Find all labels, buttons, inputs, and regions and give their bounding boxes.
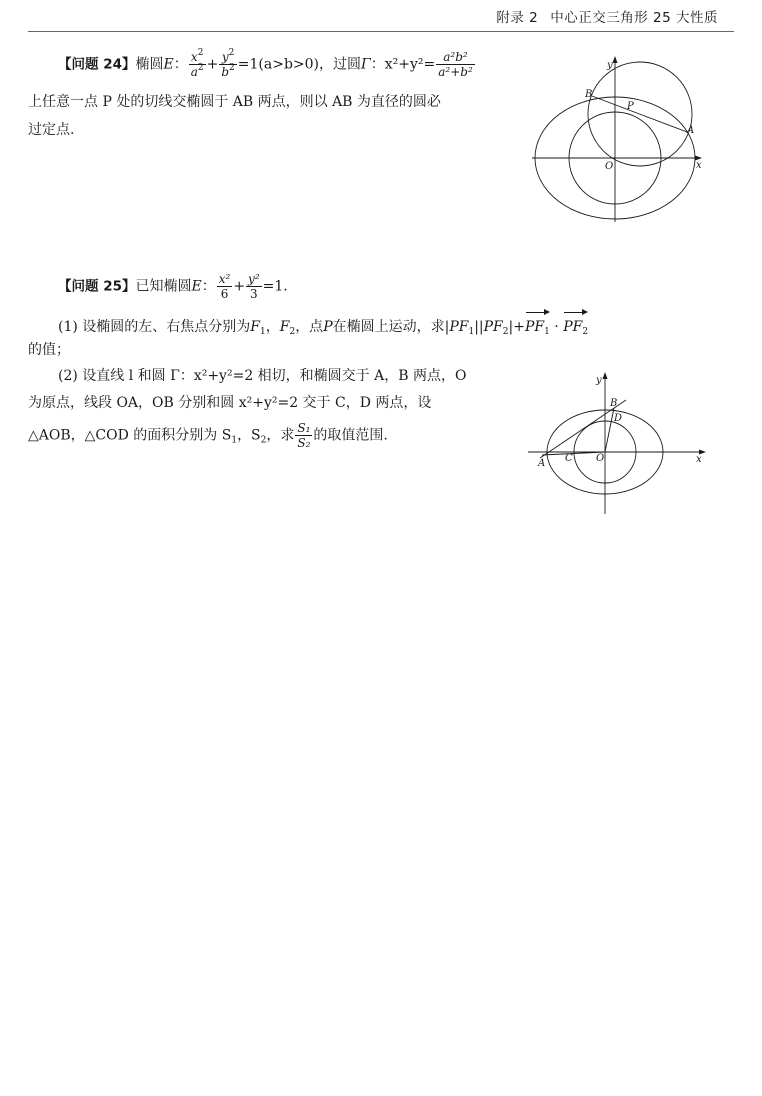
problem25-part2-line3: △AOB，△COD 的面积分别为 $S_1$，$S_2$，求 $\frac{\text{S₁}}{\text{S₂}}$ 的取值范围. <box>28 421 388 450</box>
running-header <box>496 6 718 26</box>
problem24-frac-radius: $\frac{\text{a²b²}}{\text{a²+b²}}$ <box>438 50 473 79</box>
problem24-tag: 【问题 24】 <box>58 56 136 73</box>
header-appendix: 附录 2 <box>496 10 539 26</box>
problem25-frac-y: $\frac{\text{y²}}{3}$ <box>248 272 260 301</box>
problem25-tag: 【问题 25】 <box>58 278 136 295</box>
fig1-label-x: x <box>696 160 702 171</box>
fig1-label-y: y <box>607 60 613 71</box>
fig2-segment-ob <box>605 408 614 452</box>
problem24-frac-x: $\frac{x^2}{a^2}$ <box>190 48 204 79</box>
problem25-part2-line1: (2) 设直线 l 和圆 Γ：x²+y²=2 相切，和椭圆交于 A，B 两点，O <box>58 368 467 384</box>
fig2-label-o: O <box>596 453 605 464</box>
fig2-label-a: A <box>538 458 546 469</box>
vector-pf2: $PF_2$ <box>563 310 588 341</box>
fig2-label-c: C <box>565 453 573 464</box>
problem25-frac-s: $\frac{\text{S₁}}{\text{S₂}}$ <box>297 421 311 450</box>
fig1-tangent-line <box>592 96 687 132</box>
header-title: 中心正交三角形 25 大性质 <box>550 10 718 26</box>
figure-problem24 <box>530 52 710 227</box>
header-rule <box>28 31 734 32</box>
figure-problem25 <box>526 370 710 518</box>
fig2-label-d: D <box>614 413 623 424</box>
problem24-line2: 上任意一点 P 处的切线交椭圆于 AB 两点，则以 AB 为直径的圆必 <box>28 94 441 110</box>
problem24-line3: 过定点. <box>28 122 75 138</box>
problem25-part1-line1: (1) 设椭圆的左、右焦点分别为$F_1$，$F_2$，点P在椭圆上运动，求$|PF_1||PF_2|+PF_1 \cdot PF_2$ <box>58 310 588 341</box>
fig1-label-a: A <box>687 125 695 136</box>
fig1-label-p: P <box>627 101 634 112</box>
problem25-part2-line2: 为原点，线段 OA，OB 分别和圆 x²+y²=2 交于 C，D 两点，设 <box>28 395 432 411</box>
fig1-label-o: O <box>605 161 614 172</box>
fig1-label-b: B <box>585 89 593 100</box>
fig2-label-b: B <box>610 398 618 409</box>
vector-pf1: $PF_1$ <box>525 310 550 341</box>
problem25-part1-line2: 的值； <box>28 342 70 358</box>
fig2-label-y: y <box>596 375 602 386</box>
fig2-label-x: x <box>696 454 702 465</box>
problem24-line1: 【问题 24】椭圆E： $\frac{x^2}{a^2}$ + $\frac{y^2}{b^2}$ =1(a>b>0)，过圆Γ：x²+y²= $\frac{\text{a²b²}}{\text{a²+b²}}$ <box>58 48 473 79</box>
problem25-line1: 【问题 25】已知椭圆E： $\frac{\text{x²}}{6}$ + $\frac{\text{y²}}{3}$ =1. <box>58 272 288 301</box>
problem25-frac-x: $\frac{\text{x²}}{6}$ <box>218 272 231 301</box>
problem24-frac-y: $\frac{y^2}{b^2}$ <box>221 48 235 79</box>
